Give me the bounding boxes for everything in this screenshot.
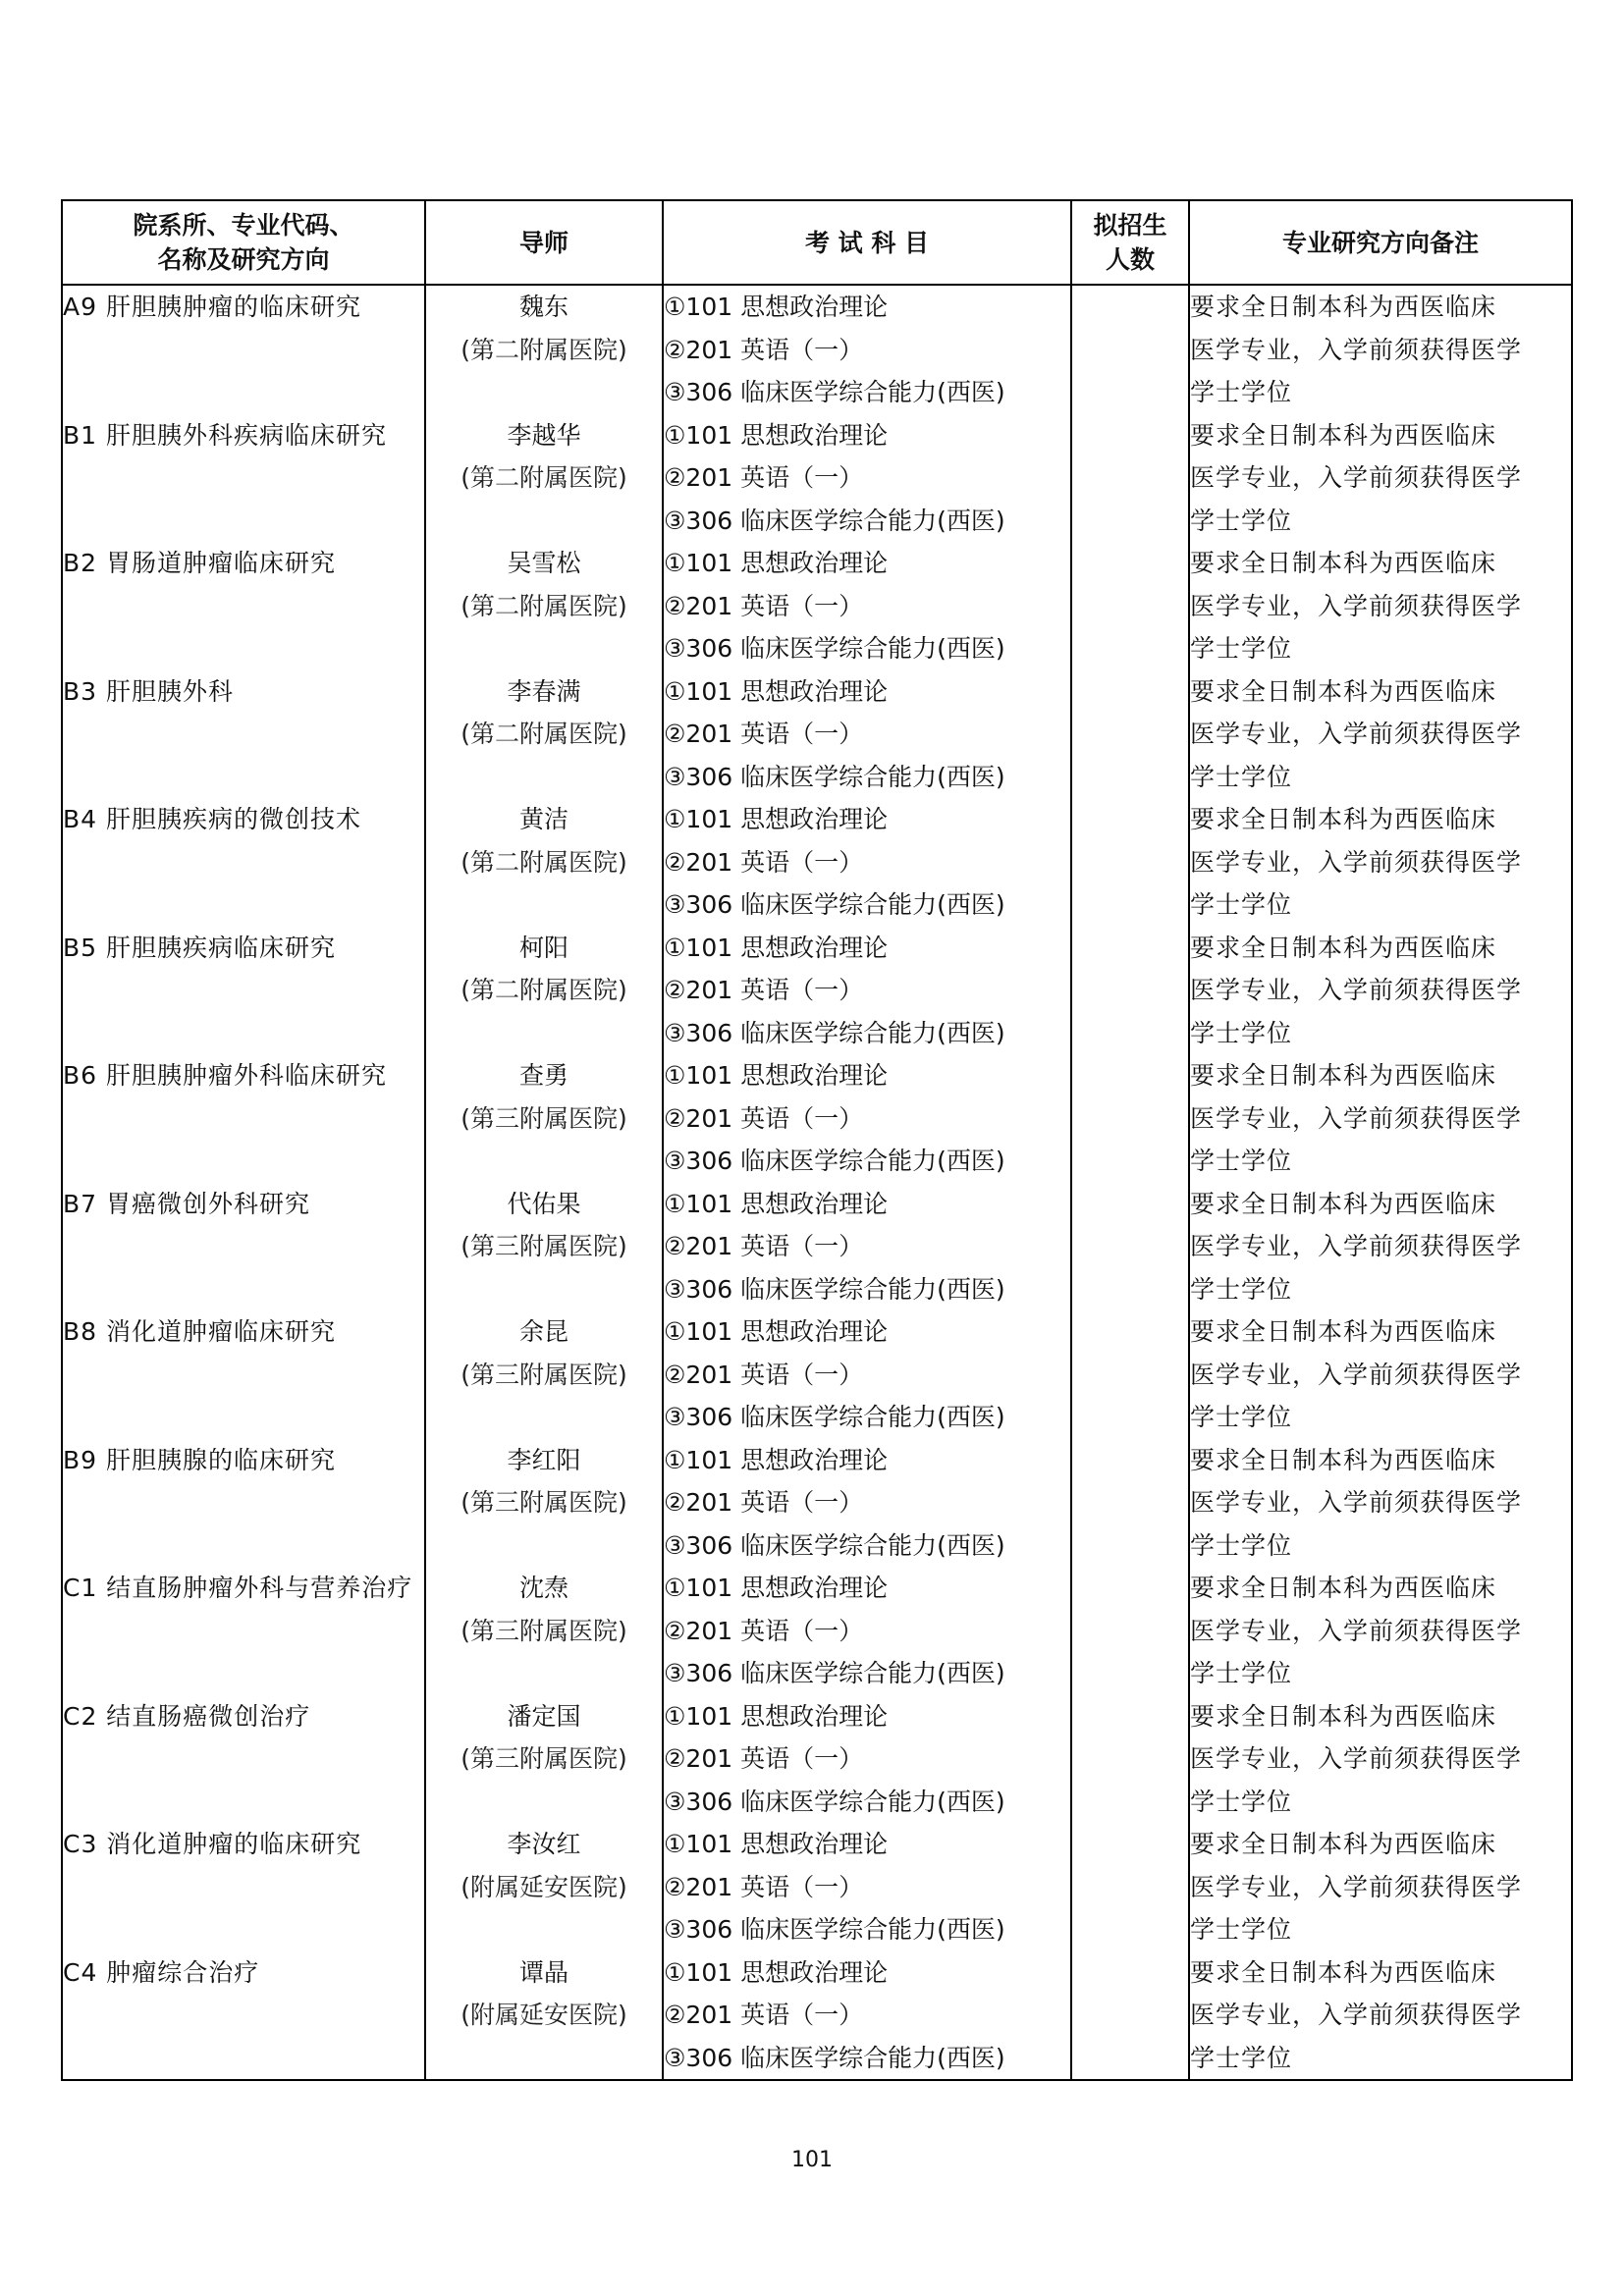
notes-line-1: 要求全日制本科为西医临床 [1190,1830,1497,1858]
header-direction-line2: 名称及研究方向 [157,245,330,274]
exam-subject-3: ③306 临床医学综合能力(西医) [664,1530,1005,1560]
notes-line-3: 学士学位 [1190,634,1293,663]
notes-line-2: 医学专业，入学前须获得医学 [1190,1103,1523,1133]
count-cell [1071,1054,1189,1183]
direction-cell [62,1951,425,2081]
table-body [62,285,1572,2080]
notes-line-1: 要求全日制本科为西医临床 [1190,1957,1497,1987]
notes-cell [1189,285,1572,414]
exam-subject-3: ③306 临床医学综合能力(西医) [664,1915,1005,1944]
tutor-cell [425,1823,663,1951]
direction-cell [62,542,425,670]
count-cell [1071,1567,1189,1695]
exam-subject-1: ①101 思想政治理论 [664,1701,889,1731]
direction-text: A9 肝胆胰肿瘤的临床研究 [63,293,361,321]
direction-text: B2 胃肠道肿瘤临床研究 [63,549,337,577]
exam-cell [663,542,1071,670]
table-row [62,1567,1572,1695]
tutor-cell [425,1567,663,1695]
exam-subject-3: ③306 临床医学综合能力(西医) [664,1018,1005,1047]
tutor-cell [425,414,663,543]
table-row [62,285,1572,414]
exam-subject-3: ③306 临床医学综合能力(西医) [664,378,1005,406]
notes-line-3: 学士学位 [1190,1530,1293,1560]
exam-subject-1: ①101 思想政治理论 [664,676,889,706]
exam-subject-1: ①101 思想政治理论 [664,1061,889,1090]
notes-line-2: 医学专业，入学前须获得医学 [1190,335,1523,364]
direction-cell [62,670,425,799]
direction-text: B8 消化道肿瘤临床研究 [63,1317,337,1346]
exam-subject-1: ①101 思想政治理论 [664,549,889,577]
count-cell [1071,1823,1189,1951]
exam-subject-2: ②201 英语（一） [664,463,864,492]
direction-cell [62,1183,425,1311]
exam-subject-1: ①101 思想政治理论 [664,293,889,321]
tutor-name: 柯阳 [518,933,568,962]
notes-line-2: 医学专业，入学前须获得医学 [1190,1744,1523,1773]
exam-subject-1: ①101 思想政治理论 [664,1317,889,1346]
count-cell [1071,1439,1189,1568]
exam-cell [663,1823,1071,1951]
exam-cell [663,1951,1071,2081]
exam-subject-2: ②201 英语（一） [664,1616,864,1645]
header-exam: 考 试 科 目 [663,200,1071,285]
tutor-name: 魏东 [518,293,568,321]
tutor-hospital: (第二附属医院) [460,335,627,364]
table-row [62,1054,1572,1183]
header-notes: 专业研究方向备注 [1189,200,1572,285]
table-row [62,414,1572,543]
direction-cell [62,1823,425,1951]
notes-line-1: 要求全日制本科为西医临床 [1190,420,1497,450]
exam-subject-3: ③306 临床医学综合能力(西医) [664,890,1005,919]
direction-cell [62,1567,425,1695]
table-row [62,1823,1572,1951]
notes-cell [1189,1310,1572,1439]
exam-subject-3: ③306 临床医学综合能力(西医) [664,1659,1005,1687]
table-row [62,542,1572,670]
count-cell [1071,414,1189,543]
notes-line-2: 医学专业，入学前须获得医学 [1190,1872,1523,1901]
count-cell [1071,798,1189,927]
direction-text: B9 肝胆胰腺的临床研究 [63,1445,337,1474]
notes-line-3: 学士学位 [1190,1018,1293,1047]
tutor-hospital: (第三附属医院) [460,1616,627,1645]
direction-text: C3 消化道肿瘤的临床研究 [63,1830,362,1858]
notes-cell [1189,1054,1572,1183]
header-tutor: 导师 [425,200,663,285]
count-cell [1071,1310,1189,1439]
tutor-cell [425,1695,663,1824]
exam-cell [663,1054,1071,1183]
tutor-hospital: (第二附属医院) [460,591,627,620]
header-count [1071,200,1189,285]
notes-line-3: 学士学位 [1190,890,1293,919]
notes-line-2: 医学专业，入学前须获得医学 [1190,1488,1523,1517]
notes-cell [1189,1439,1572,1568]
direction-text: B5 肝胆胰疾病临床研究 [63,933,337,962]
exam-subject-2: ②201 英语（一） [664,591,864,620]
exam-subject-3: ③306 临床医学综合能力(西医) [664,1403,1005,1431]
notes-cell [1189,1567,1572,1695]
notes-line-2: 医学专业，入学前须获得医学 [1190,1616,1523,1645]
table-row [62,1695,1572,1824]
count-cell [1071,1183,1189,1311]
exam-subject-1: ①101 思想政治理论 [664,1830,889,1858]
direction-text: C2 结直肠癌微创治疗 [63,1701,311,1731]
notes-cell [1189,798,1572,927]
notes-line-3: 学士学位 [1190,1659,1293,1687]
admissions-table [61,199,1573,2081]
exam-subject-1: ①101 思想政治理论 [664,1957,889,1987]
notes-line-1: 要求全日制本科为西医临床 [1190,933,1497,962]
table-row [62,1951,1572,2081]
notes-cell [1189,927,1572,1055]
notes-line-3: 学士学位 [1190,762,1293,791]
notes-line-1: 要求全日制本科为西医临床 [1190,1574,1497,1602]
exam-cell [663,285,1071,414]
direction-text: B7 胃癌微创外科研究 [63,1189,311,1218]
count-cell [1071,285,1189,414]
exam-cell [663,927,1071,1055]
notes-line-3: 学士学位 [1190,1274,1293,1304]
tutor-hospital: (第二附属医院) [460,976,627,1004]
notes-cell [1189,1695,1572,1824]
direction-text: C1 结直肠肿瘤外科与营养治疗 [63,1574,413,1602]
direction-text: C4 肿瘤综合治疗 [63,1957,260,1987]
tutor-name: 谭晶 [518,1957,568,1987]
notes-line-1: 要求全日制本科为西医临床 [1190,293,1497,321]
direction-cell [62,414,425,543]
exam-cell [663,1310,1071,1439]
notes-line-3: 学士学位 [1190,1915,1293,1944]
notes-line-2: 医学专业，入学前须获得医学 [1190,1232,1523,1260]
direction-cell [62,927,425,1055]
notes-line-2: 医学专业，入学前须获得医学 [1190,976,1523,1004]
direction-cell [62,1695,425,1824]
notes-line-2: 医学专业，入学前须获得医学 [1190,463,1523,492]
tutor-name: 代佑果 [507,1189,581,1218]
tutor-name: 潘定国 [507,1701,581,1731]
exam-subject-2: ②201 英语（一） [664,1103,864,1133]
tutor-name: 李汝红 [507,1830,581,1858]
exam-subject-2: ②201 英语（一） [664,1488,864,1517]
notes-line-1: 要求全日制本科为西医临床 [1190,805,1497,833]
tutor-cell [425,1054,663,1183]
exam-subject-3: ③306 临床医学综合能力(西医) [664,2043,1005,2072]
exam-subject-3: ③306 临床医学综合能力(西医) [664,1147,1005,1175]
notes-line-1: 要求全日制本科为西医临床 [1190,1701,1497,1731]
direction-cell [62,798,425,927]
exam-subject-3: ③306 临床医学综合能力(西医) [664,1274,1005,1304]
notes-cell [1189,1951,1572,2081]
notes-line-2: 医学专业，入学前须获得医学 [1190,720,1523,748]
notes-line-3: 学士学位 [1190,506,1293,535]
notes-line-1: 要求全日制本科为西医临床 [1190,1317,1497,1346]
direction-cell [62,1439,425,1568]
exam-subject-2: ②201 英语（一） [664,2001,864,2029]
exam-subject-3: ③306 临床医学综合能力(西医) [664,634,1005,663]
tutor-cell [425,285,663,414]
direction-text: B1 肝胆胰外科疾病临床研究 [63,420,388,450]
tutor-hospital: (第二附属医院) [460,847,627,877]
tutor-name: 黄洁 [518,805,568,833]
tutor-cell [425,670,663,799]
tutor-name: 查勇 [518,1061,568,1090]
exam-subject-2: ②201 英语（一） [664,976,864,1004]
direction-cell [62,1310,425,1439]
exam-subject-1: ①101 思想政治理论 [664,1189,889,1218]
table-header-row [62,200,1572,285]
tutor-cell [425,1183,663,1311]
tutor-hospital: (附属延安医院) [460,2001,627,2029]
exam-cell [663,1183,1071,1311]
notes-line-1: 要求全日制本科为西医临床 [1190,1061,1497,1090]
tutor-hospital: (第二附属医院) [460,463,627,492]
tutor-cell [425,927,663,1055]
table-row [62,670,1572,799]
count-cell [1071,927,1189,1055]
table-row [62,1310,1572,1439]
notes-line-1: 要求全日制本科为西医临床 [1190,676,1497,706]
exam-subject-3: ③306 临床医学综合能力(西医) [664,762,1005,791]
table-row [62,927,1572,1055]
exam-cell [663,1695,1071,1824]
notes-cell [1189,542,1572,670]
exam-subject-2: ②201 英语（一） [664,1360,864,1389]
tutor-hospital: (附属延安医院) [460,1872,627,1901]
direction-text: B4 肝胆胰疾病的微创技术 [63,805,362,833]
exam-subject-1: ①101 思想政治理论 [664,805,889,833]
tutor-hospital: (第三附属医院) [460,1488,627,1517]
exam-subject-2: ②201 英语（一） [664,335,864,364]
notes-line-2: 医学专业，入学前须获得医学 [1190,2001,1523,2029]
exam-subject-3: ③306 临床医学综合能力(西医) [664,1787,1005,1816]
exam-subject-2: ②201 英语（一） [664,1232,864,1260]
table-row [62,1183,1572,1311]
notes-cell [1189,1183,1572,1311]
header-count-line1: 拟招生 [1093,211,1167,240]
tutor-name: 李春满 [507,676,581,706]
tutor-hospital: (第三附属医院) [460,1103,627,1133]
notes-cell [1189,1823,1572,1951]
exam-subject-2: ②201 英语（一） [664,720,864,748]
exam-subject-2: ②201 英语（一） [664,1872,864,1901]
tutor-name: 李越华 [507,420,581,450]
tutor-name: 李红阳 [507,1445,581,1474]
notes-line-2: 医学专业，入学前须获得医学 [1190,591,1523,620]
exam-cell [663,798,1071,927]
tutor-cell [425,1310,663,1439]
exam-cell [663,1439,1071,1568]
tutor-hospital: (第三附属医院) [460,1360,627,1389]
direction-cell [62,285,425,414]
tutor-cell [425,798,663,927]
exam-subject-1: ①101 思想政治理论 [664,933,889,962]
direction-cell [62,1054,425,1183]
page-number: 101 [791,2148,833,2172]
tutor-name: 沈焘 [518,1574,568,1602]
exam-subject-2: ②201 英语（一） [664,1744,864,1773]
notes-line-3: 学士学位 [1190,1787,1293,1816]
header-count-line2: 人数 [1105,245,1155,274]
header-direction-line1: 院系所、专业代码、 [133,211,354,240]
count-cell [1071,542,1189,670]
table-row [62,798,1572,927]
tutor-hospital: (第三附属医院) [460,1232,627,1260]
notes-line-3: 学士学位 [1190,378,1293,406]
exam-subject-1: ①101 思想政治理论 [664,420,889,450]
tutor-cell [425,1439,663,1568]
notes-line-1: 要求全日制本科为西医临床 [1190,1445,1497,1474]
table-row [62,1439,1572,1568]
tutor-name: 吴雪松 [507,549,581,577]
notes-cell [1189,670,1572,799]
notes-line-1: 要求全日制本科为西医临床 [1190,549,1497,577]
exam-subject-1: ①101 思想政治理论 [664,1445,889,1474]
notes-line-2: 医学专业，入学前须获得医学 [1190,1360,1523,1389]
exam-subject-1: ①101 思想政治理论 [664,1574,889,1602]
notes-line-3: 学士学位 [1190,1403,1293,1431]
count-cell [1071,1951,1189,2081]
direction-text: B6 肝胆胰肿瘤外科临床研究 [63,1061,388,1090]
exam-cell [663,414,1071,543]
tutor-cell [425,542,663,670]
tutor-hospital: (第二附属医院) [460,720,627,748]
notes-line-3: 学士学位 [1190,1147,1293,1175]
notes-cell [1189,414,1572,543]
count-cell [1071,1695,1189,1824]
count-cell [1071,670,1189,799]
notes-line-1: 要求全日制本科为西医临床 [1190,1189,1497,1218]
tutor-hospital: (第三附属医院) [460,1744,627,1773]
notes-line-3: 学士学位 [1190,2043,1293,2072]
direction-text: B3 肝胆胰外科 [63,676,235,706]
tutor-cell [425,1951,663,2081]
exam-cell [663,1567,1071,1695]
notes-line-2: 医学专业，入学前须获得医学 [1190,847,1523,877]
exam-subject-2: ②201 英语（一） [664,847,864,877]
header-direction [62,200,425,285]
tutor-name: 余昆 [518,1317,568,1346]
exam-cell [663,670,1071,799]
exam-subject-3: ③306 临床医学综合能力(西医) [664,506,1005,535]
